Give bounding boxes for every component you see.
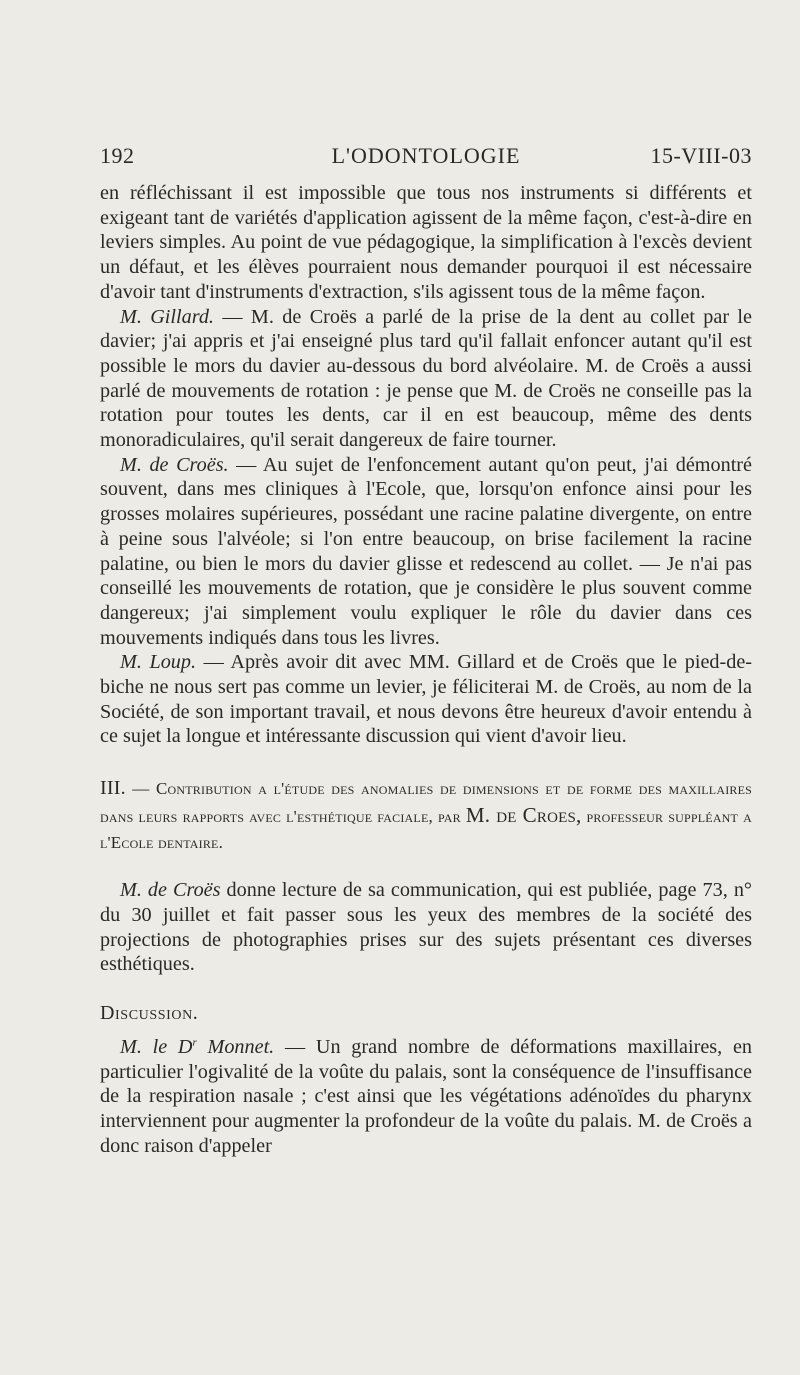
paragraph-text: en réfléchissant il est impossible que tous nos instruments si différents et exigeant tant de variétés d'application agissent de la même façon, c'est-à-dire en leviers simples. Au point de vue pédagogique, la simplification à l'excès devient un défaut, et les élèves pourraient nous demander pourquoi il est nécessaire d'avoir tant d'instruments d'extraction, s'ils agissent tous de la même façon. [100, 182, 752, 303]
spacer [100, 856, 752, 878]
paragraph-text: — M. de Croës a parlé de la prise de la dent au collet par le davier; j'ai appris et j'ai enseigné plus tard qu'il fallait enfoncer autant qu'il est possible le mors du davier au-dessous du bord alvéolaire. M. de Croës a aussi parlé de mouvements de rotation : je pense que M. de Croës ne conseille pas la rotation pour toutes les dents, car il en est beaucoup, même des dents monoradiculaires, qu'il serait dangereux de faire tourner. [100, 305, 753, 452]
section-author-role: professeur suppléant a l'Ecole dentaire. [100, 807, 752, 853]
speaker-name: M. de Croës [120, 879, 221, 902]
speaker-name: M. Gillard. [120, 305, 214, 328]
paragraph-gillard [100, 305, 752, 453]
paragraph-text: — Un grand nombre de déformations maxillaires, en particulier l'ogivalité de la voûte du palais, sont la conséquence de l'insuffisance de la respiration nasale ; c'est ainsi que les végétations adénoïdes du pharynx interviennent pour augmenter la profondeur de la voûte du palais. M. de Croës a donc raison d'appeler [100, 1035, 752, 1157]
paragraph-loup [100, 650, 752, 749]
journal-title: L'ODONTOLOGIE [331, 143, 521, 168]
running-header [100, 143, 752, 175]
speaker-name: M. de Croës. [120, 453, 229, 476]
issue-date: 15-VIII-03 [650, 143, 752, 168]
paragraph-monnet [100, 1035, 752, 1159]
section-author: M. de Croes, [465, 803, 582, 828]
speaker-name: M. le $D^r$ Monnet. [120, 1035, 275, 1058]
paragraph-communication [100, 878, 752, 977]
paragraph-text: donne lecture de sa communication, qui est publiée, page 73, n° du 30 juillet et fait passer sous les yeux des membres de la société des projections de photographies prises sur des sujets présentant ces diverses esthétiques. [100, 879, 752, 976]
paragraph-de-croes [100, 453, 752, 651]
discussion-heading: Discussion. [100, 1001, 199, 1024]
section-number: III. [100, 777, 126, 800]
page-body [100, 181, 752, 1159]
spacer [100, 977, 752, 991]
speaker-name: M. Loup. [120, 651, 197, 674]
paragraph-text: — Au sujet de l'enfoncement autant qu'on peut, j'ai démontré souvent, dans mes cliniques à l'Ecole, que, lorsqu'on enfonce ainsi pour les grosses molaires supérieures, possédant une racine palatine divergente, on entre à peine sous l'alvéole; si l'on entre beaucoup, on brise facilement la racine palatine, ou bien le mors du davier glisse et redescend au collet. — Je n'ai pas conseillé les mouvements de rotation, que je considère le plus souvent comme dangereux; j'ai simplement voulu expliquer le rôle du davier dans ces mouvements indiqués dans tous les livres. [100, 453, 752, 649]
paragraph-text: — Après avoir dit avec MM. Gillard et de Croës que le pied-de-biche ne nous sert pas comme un levier, je féliciterai M. de Croës, au nom de la Société, de son important travail, et nous devons être heureux d'avoir entendu à ce sujet la longue et intéressante discussion qui vient d'avoir lieu. [100, 651, 752, 748]
page-number: 192 [100, 143, 135, 168]
paragraph-continuation [100, 181, 752, 305]
section-heading [100, 775, 752, 856]
section-title: — Contribution a l'étude des anomalies de dimensions et de forme des maxillaires dans leurs rapports avec l'esthétique faciale, par [100, 779, 753, 827]
spacer [100, 749, 752, 775]
